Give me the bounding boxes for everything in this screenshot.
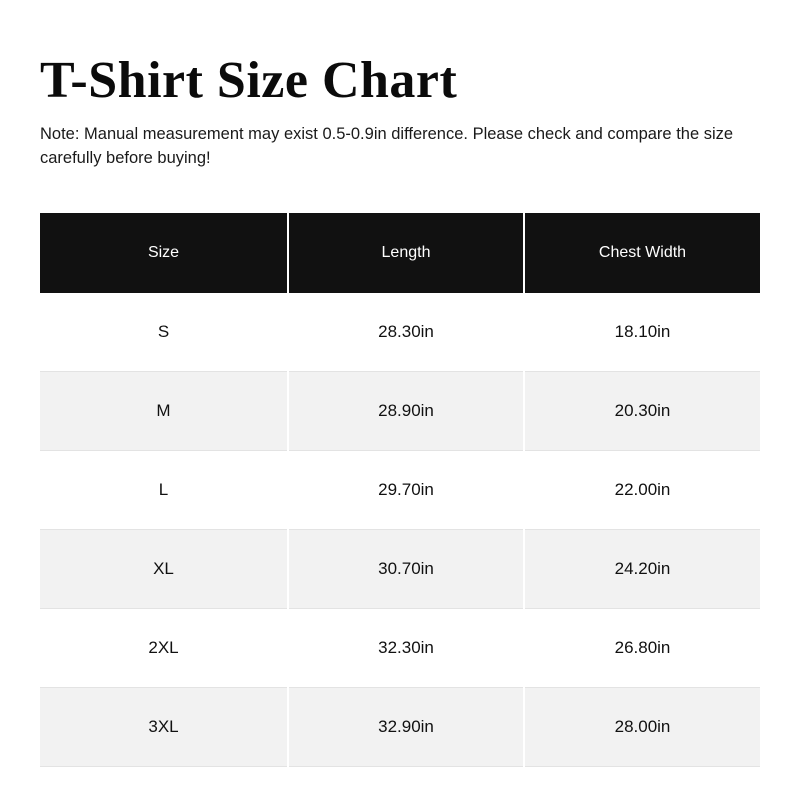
measurement-note: Note: Manual measurement may exist 0.5-0.9in difference. Please check and compare the size carefully before buying!: [40, 125, 734, 168]
cell-size: M: [40, 372, 288, 451]
table-header: [40, 213, 760, 293]
column-header-length: Length: [288, 213, 524, 293]
cell-size: 3XL: [40, 688, 288, 767]
cell-size: XL: [40, 530, 288, 609]
cell-chest-width: 18.10in: [524, 293, 760, 372]
table-row: [40, 609, 760, 688]
cell-chest-width: 22.00in: [524, 451, 760, 530]
column-header-chest-width: Chest Width: [524, 213, 760, 293]
cell-length: 32.30in: [288, 609, 524, 688]
cell-length: 29.70in: [288, 451, 524, 530]
size-table: [40, 213, 760, 767]
table-header-row: [40, 213, 760, 293]
column-header-size: Size: [40, 213, 288, 293]
size-table-container: [40, 213, 760, 767]
cell-length: 30.70in: [288, 530, 524, 609]
cell-length: 28.30in: [288, 293, 524, 372]
table-row: [40, 530, 760, 609]
table-row: [40, 451, 760, 530]
cell-chest-width: 28.00in: [524, 688, 760, 767]
cell-chest-width: 20.30in: [524, 372, 760, 451]
table-row: [40, 372, 760, 451]
cell-size: 2XL: [40, 609, 288, 688]
table-body: [40, 293, 760, 767]
cell-length: 28.90in: [288, 372, 524, 451]
cell-size: S: [40, 293, 288, 372]
cell-length: 32.90in: [288, 688, 524, 767]
cell-chest-width: 26.80in: [524, 609, 760, 688]
page-title: T-Shirt Size Chart: [40, 52, 458, 109]
cell-size: L: [40, 451, 288, 530]
table-row: [40, 293, 760, 372]
table-row: [40, 688, 760, 767]
cell-chest-width: 24.20in: [524, 530, 760, 609]
